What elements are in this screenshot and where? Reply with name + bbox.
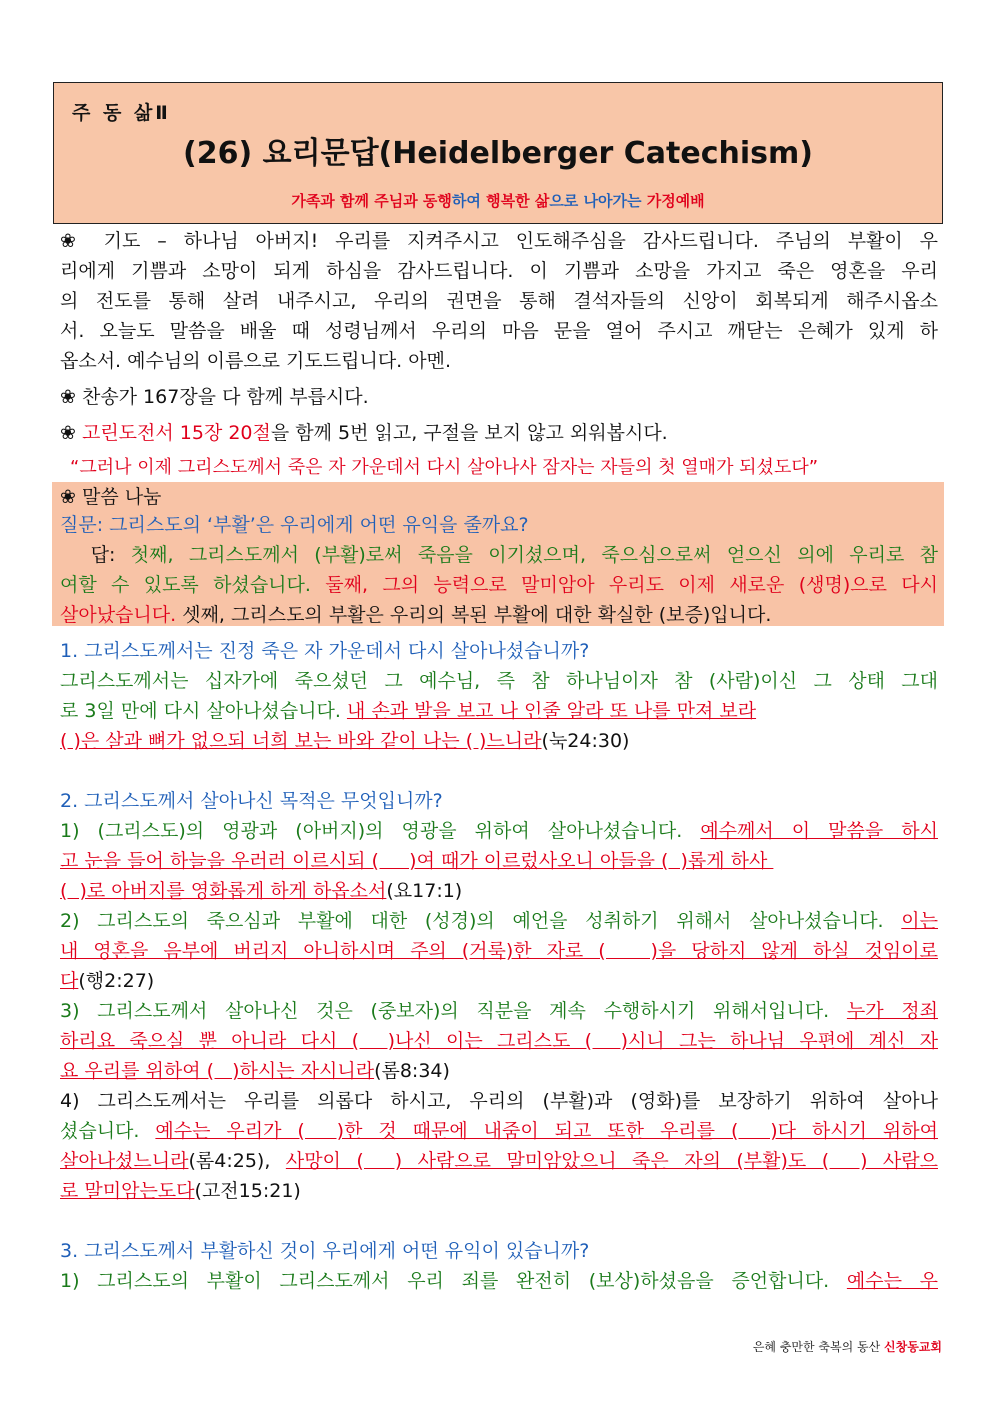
reading-instruction bbox=[60, 418, 938, 448]
verse-reference: (행2:27) bbox=[78, 970, 155, 992]
church-name: 신창동교회 bbox=[884, 1340, 942, 1354]
slogan-part: 으로 나아가는 bbox=[549, 192, 647, 210]
answer-line: 4) 그리스도께서는 우리를 의롭다 하시고, 우리의 (부활)과 (영화)를 보장하기 위하여 살아나 bbox=[60, 1090, 938, 1112]
answer-text: 둘째, 그의 능력으로 말미암아 우리도 이제 새로운 (생명)으로 다시 bbox=[325, 574, 938, 596]
scripture-quote: 누가 정죄 bbox=[846, 1000, 938, 1022]
slogan bbox=[53, 190, 943, 211]
scripture-quote: 로 말미암는도다 bbox=[60, 1180, 195, 1202]
prayer-line: ❀ 기도 – 하나님 아버지! 우리를 지켜주시고 인도해주심을 감사드립니다. 주님의 부활이 우 bbox=[60, 230, 938, 252]
answer-text: 살아났습니다. bbox=[60, 604, 183, 626]
answer-text: 1) (그리스도)의 영광과 (아버지)의 영광을 위하여 살아나셨습니다. bbox=[60, 820, 701, 842]
reading-rest: 을 함께 5번 읽고, 구절을 보지 않고 외워봅시다. bbox=[270, 422, 668, 444]
scripture-quote: 다 bbox=[60, 970, 79, 992]
verse-reference: (롬8:34) bbox=[374, 1060, 450, 1082]
answer-line bbox=[60, 876, 938, 906]
slogan-part: 가족과 함께 bbox=[291, 192, 375, 210]
footer bbox=[753, 1338, 942, 1355]
hymn-instruction: ❀ 찬송가 167장을 다 함께 부릅시다. bbox=[60, 386, 369, 408]
answer-text: 첫째, 그리스도께서 (부활)로써 죽음을 이기셨으며, 죽으심으로써 얻으신 의에 우리로 참 bbox=[130, 544, 939, 566]
scripture-quote: 내 손과 발을 보고 나 인줄 알라 또 나를 만져 보라 bbox=[346, 700, 757, 722]
scripture-quote: 예수는 우 bbox=[846, 1270, 938, 1292]
answer-line bbox=[60, 600, 938, 630]
answer-text: 셋째, 그리스도의 부활은 우리의 복된 부활에 대한 확실한 (보증)입니다. bbox=[182, 604, 772, 626]
answer-line: 그리스도께서는 십자가에 죽으셨던 그 예수님, 즉 참 하나님이자 참 (사람)이신 그 상태 그대 bbox=[60, 670, 938, 692]
answer-line bbox=[60, 1116, 938, 1146]
scripture-quote: 예수께서 이 말씀을 하시 bbox=[700, 820, 938, 842]
verse-reference: (눅24:30) bbox=[541, 730, 630, 752]
flower-marker: ❀ bbox=[60, 422, 82, 444]
answer-line bbox=[60, 1056, 938, 1086]
question-heading: 3. 그리스도께서 부활하신 것이 우리에게 어떤 유익이 있습니까? bbox=[60, 1240, 590, 1262]
scripture-quote: ( )은 살과 뼈가 없으되 너희 보는 바와 같이 나는 ( )느니라 bbox=[60, 730, 542, 752]
answer-text: 3) 그리스도께서 살아나신 것은 (중보자)의 직분을 계속 수행하시기 위해서입니다. bbox=[60, 1000, 847, 1022]
answer-text: 여할 수 있도록 하셨습니다. bbox=[60, 574, 326, 596]
scripture-reference: 고린도전서 15장 20절 bbox=[81, 422, 271, 444]
answer-text: 셨습니다. bbox=[60, 1120, 156, 1142]
prayer-line: 옵소서. 예수님의 이름으로 기도드립니다. 아멘. bbox=[60, 350, 452, 372]
answer-line bbox=[60, 1146, 938, 1176]
answer-text: 2) 그리스도의 죽으심과 부활에 대한 (성경)의 예언을 성취하기 위해서 살아나셨습니다. bbox=[60, 910, 902, 932]
slogan-part: 주님과 동행 bbox=[374, 192, 452, 210]
answer-line bbox=[60, 1176, 938, 1206]
page-title: (26) 요리문답(Heidelberger Catechism) bbox=[183, 136, 813, 171]
answer-label: 답: bbox=[60, 544, 131, 566]
scripture-quote: 요 우리를 위하여 ( )하시는 자시니라 bbox=[60, 1060, 375, 1082]
answer-text: 1) 그리스도의 부활이 그리스도께서 우리 죄를 완전히 (보상)하셨음을 증언합니다. bbox=[60, 1270, 847, 1292]
verse-reference: (롬4:25), bbox=[188, 1150, 286, 1172]
answer-line bbox=[60, 570, 938, 600]
memory-verse: “그러나 이제 그리스도께서 죽은 자 가운데서 다시 살아나사 잠자는 자들의 첫 열매가 되셨도다” bbox=[70, 457, 819, 478]
scripture-quote: 하리요 죽으실 뿐 아니라 다시 ( )나신 이는 그리스도 ( )시니 그는 하나님 우편에 계신 자 bbox=[60, 1030, 938, 1052]
word-sharing-heading: ❀ 말씀 나눔 bbox=[60, 486, 162, 508]
answer-line bbox=[60, 966, 938, 996]
prayer-line: 리에게 기쁨과 소망이 되게 하심을 감사드립니다. 이 기쁨과 소망을 가지고 죽은 영혼을 우리 bbox=[60, 260, 938, 282]
scripture-quote: 내 영혼을 음부에 버리지 아니하시며 주의 (거룩)한 자로 ( )을 당하지 않게 하실 것임이로 bbox=[60, 940, 938, 962]
scripture-quote: 예수는 우리가 ( )한 것 때문에 내줌이 되고 또한 우리를 ( )다 하시기 위하여 bbox=[155, 1120, 938, 1142]
discussion-question: 질문: 그리스도의 ‘부활’은 우리에게 어떤 유익을 줄까요? bbox=[60, 514, 529, 536]
question-heading: 1. 그리스도께서는 진정 죽은 자 가운데서 다시 살아나셨습니까? bbox=[60, 640, 590, 662]
prayer-line: 서. 오늘도 말씀을 배울 때 성령님께서 우리의 마음 문을 열어 주시고 깨닫는 은혜가 있게 하 bbox=[60, 320, 938, 342]
slogan-part: 하여 bbox=[451, 192, 487, 210]
answer-line bbox=[60, 696, 938, 726]
scripture-quote: 살아나셨느니라 bbox=[60, 1150, 189, 1172]
slogan-part: 행복한 삶 bbox=[486, 192, 550, 210]
scripture-quote: 이는 bbox=[901, 910, 938, 932]
answer-line bbox=[60, 1266, 938, 1296]
answer-line bbox=[60, 906, 938, 936]
verse-reference: (고전15:21) bbox=[194, 1180, 301, 1202]
answer-line bbox=[60, 816, 938, 846]
question-heading: 2. 그리스도께서 살아나신 목적은 무엇입니까? bbox=[60, 790, 443, 812]
answer-line bbox=[60, 726, 938, 756]
scripture-quote: ( )로 아버지를 영화롭게 하게 하옵소서 bbox=[60, 880, 387, 902]
verse-reference: (요17:1) bbox=[386, 880, 463, 902]
answer-line bbox=[60, 996, 938, 1026]
prayer-line: 의 전도를 통해 살려 내주시고, 우리의 권면을 통해 결석자들의 신앙이 회복되게 해주시옵소 bbox=[60, 290, 938, 312]
answer-line bbox=[60, 540, 938, 570]
slogan-part: 가정예배 bbox=[646, 192, 705, 210]
scripture-quote: 사망이 ( ) 사람으로 말미암았으니 죽은 자의 (부활)도 ( ) 사람으 bbox=[285, 1150, 938, 1172]
series-label: 주 동 삶Ⅱ bbox=[72, 102, 171, 124]
scripture-quote: 고 눈을 들어 하늘을 우러러 이르시되 ( )여 때가 이르렀사오니 아들을 ( )롭게 하사 bbox=[60, 850, 774, 872]
footer-text: 은혜 충만한 축복의 동산 bbox=[752, 1340, 885, 1354]
answer-text: 로 3일 만에 다시 살아나셨습니다. bbox=[60, 700, 347, 722]
